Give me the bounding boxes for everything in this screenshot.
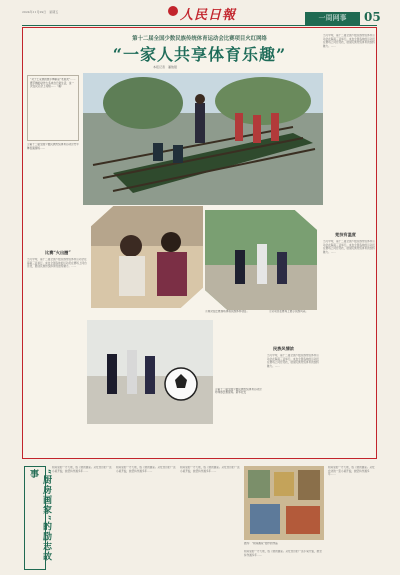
section-label: 一周网事 [318, 14, 347, 22]
bottom-body-4: 厨房里的一方天地，成了她的画室。从灶台边的一张小桌开始，她坚持作画多年…… [244, 550, 322, 557]
body-right-top: 当月中旬，第十二届全国少数民族传统体育运动会在海南三亚举行。来自全国各地的运动员在赛场上同台竞技，展现民族传统体育的独特魅力。…… [323, 34, 375, 48]
subheading-2: 竞技有温度 [335, 232, 356, 237]
page-number: 05 [364, 10, 381, 24]
feature-article [22, 27, 377, 459]
masthead [0, 0, 400, 28]
body-right-bottom: 当月中旬，第十二届全国少数民族传统体育运动会在海南三亚举行。来自全国各地的运动员在赛场上同台竞技，展现民族传统体育的独特魅力。…… [323, 240, 375, 254]
issue-date: 2024年11月29日 星期五 [22, 10, 59, 14]
intro-text: “对于土家族的摆手舞都是“老朋友”……摆手舞的动作大多来自日常生活，这一次在民运会上亮相……（略） [30, 78, 76, 89]
intro-box [27, 75, 79, 141]
byline: 本报记者 潘俊强 [153, 65, 178, 69]
caption-right: ③运动员在赛场上展示民族风采。 [269, 310, 308, 313]
section-tab [305, 12, 360, 25]
kicker: 第十二届全国少数民族传统体育运动会比赛项目火红网络 [132, 36, 267, 42]
vertical-title-box [24, 466, 51, 570]
bottom-caption: 图为：“厨房画家”创作的作品 [244, 542, 278, 545]
newspaper-logo: 人民日報 [180, 8, 237, 23]
paintings-photo [244, 466, 324, 540]
caption-left: ②观众在比赛现场体验民族体育项目。 [205, 310, 250, 313]
caption-top: ①第十二届全国少数民族传统体育运动会竹竿舞表演现场…… [27, 143, 79, 150]
seal-logo-icon [168, 6, 178, 16]
subheading-3: 民族风情浓 [273, 346, 294, 351]
body-left: 当月中旬，第十二届全国少数民族传统体育运动会在海南三亚举行。来自全国各地的运动员在赛场上同台竞技，展现民族传统体育的独特魅力。…… [27, 258, 87, 269]
bottom-section [22, 462, 377, 572]
caption-bottom: ④第十二届全国少数民族传统体育运动会珍珠球比赛现场。新华社发 [215, 388, 262, 395]
pearl-ball-photo [87, 320, 213, 424]
bamboo-dance-photo [83, 73, 323, 205]
vertical-title: “厨房画家”的励志故事 [28, 469, 51, 562]
masthead-rule [22, 25, 377, 26]
spectators-photo [91, 206, 203, 308]
bottom-body-3: 厨房里的一方天地，成了她的画室。从灶台边的一张小桌开始，她坚持作画多年…… [180, 466, 240, 473]
subheading-1: 比赛“火出圈” [45, 250, 71, 255]
body-center-bottom: 当月中旬，第十二届全国少数民族传统体育运动会在海南三亚举行。来自全国各地的运动员在赛场上同台竞技，展现民族传统体育的独特魅力。…… [267, 354, 319, 368]
bottom-body-2: 厨房里的一方天地，成了她的画室。从灶台边的一张小桌开始，她坚持作画多年…… [116, 466, 176, 473]
bottom-body-1: 厨房里的一方天地，成了她的画室。从灶台边的一张小桌开始，她坚持作画多年…… [52, 466, 112, 473]
athletes-photo [205, 210, 317, 310]
headline: “一家人共享体育乐趣” [112, 45, 287, 64]
bottom-body-5: 厨房里的一方天地，成了她的画室。从灶台边的一张小桌开始，她坚持作画多年…… [328, 466, 375, 477]
